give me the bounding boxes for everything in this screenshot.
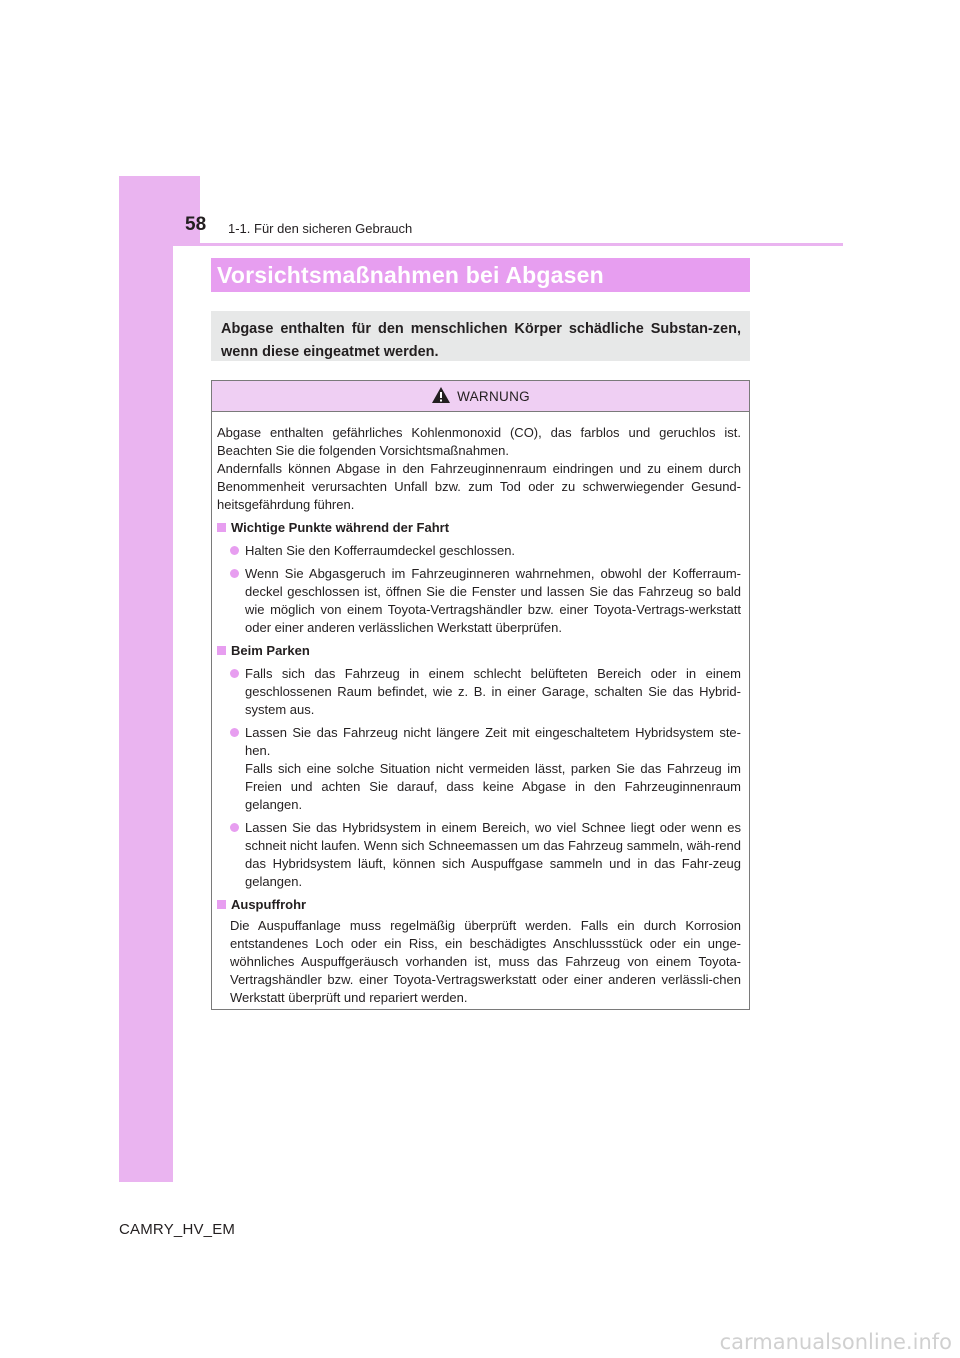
warning-title: WARNUNG	[457, 388, 530, 404]
list-item-text: Halten Sie den Kofferraumdeckel geschlossen.	[245, 543, 516, 558]
section-heading-text: Beim Parken	[231, 643, 310, 658]
page-title: Vorsichtsmaßnahmen bei Abgasen	[217, 261, 604, 288]
list-item-text: Wenn Sie Abgasgeruch im Fahrzeuginneren wahrnehmen, obwohl der Kofferraum-deckel geschlossen ist, öffnen Sie die Fenster und lassen Sie das Fahrzeug so bald wie möglich von einem Toyota-Vertragshändler bzw. einer Toyota-Vertrags-werkstatt oder einer anderen verlässlichen Werkstatt überprüfen.	[245, 566, 741, 635]
warning-box	[211, 380, 750, 1010]
side-color-band	[119, 176, 173, 1182]
warning-header	[212, 381, 749, 412]
list-item	[217, 724, 741, 814]
section-heading-text: Wichtige Punkte während der Fahrt	[231, 520, 450, 535]
round-bullet-icon	[230, 728, 239, 737]
title-banner	[211, 258, 750, 292]
list-item	[217, 565, 741, 637]
watermark: carmanualsonline.info	[719, 1330, 952, 1354]
list-item-line: Lassen Sie das Fahrzeug nicht längere Zeit mit eingeschaltetem Hybridsystem ste-hen.	[245, 725, 741, 758]
model-code: CAMRY_HV_EM	[119, 1221, 236, 1238]
intro-box	[211, 311, 750, 361]
round-bullet-icon	[230, 823, 239, 832]
round-bullet-icon	[230, 569, 239, 578]
warning-body	[212, 412, 749, 1007]
list-item-text: Falls sich das Fahrzeug in einem schlecht belüfteten Bereich oder in einem geschlossenen Raum befindet, wie z. B. in einer Garage, schalten Sie das Hybrid-system aus.	[245, 666, 741, 717]
header-rule	[119, 243, 843, 246]
warning-paragraph: Abgase enthalten gefährliches Kohlenmonoxid (CO), das farblos und geruchlos ist. Beachten Sie die folgenden Vorsichtsmaßnahmen.	[217, 425, 741, 458]
section-heading	[217, 896, 741, 914]
section-heading-text: Auspuffrohr	[231, 897, 307, 912]
list-item	[217, 819, 741, 891]
square-bullet-icon	[217, 523, 226, 532]
square-bullet-icon	[217, 646, 226, 655]
square-bullet-icon	[217, 900, 226, 909]
list-item-text: Lassen Sie das Hybridsystem in einem Bereich, wo viel Schnee liegt oder wenn es schneit nicht laufen. Wenn sich Schneemassen um das Fahrzeug sammeln, wäh-rend das Hybridsystem läuft, können sich Auspuffgase sammeln und in das Fahr-zeug gelangen.	[245, 820, 741, 889]
warning-triangle-icon	[431, 386, 451, 404]
intro-text: Abgase enthalten für den menschlichen Körper schädliche Substan-zen, wenn diese eingeatmet werden.	[221, 321, 741, 360]
section-heading	[217, 519, 741, 537]
list-item	[217, 542, 741, 560]
round-bullet-icon	[230, 669, 239, 678]
section-heading	[217, 642, 741, 660]
list-item	[217, 665, 741, 719]
warning-paragraph: Andernfalls können Abgase in den Fahrzeuginnenraum eindringen und zu einem durch Benommenheit verursachten Unfall bzw. zum Tod oder zu schwerwiegender Gesund-heitsgefährdung führen.	[217, 461, 741, 512]
section-text: Die Auspuffanlage muss regelmäßig überprüft werden. Falls ein durch Korrosion entstandenes Loch oder ein Riss, ein beschädigtes Anschlussstück oder ein unge-wöhnliches Auspuffgeräusch vorhanden ist, muss das Fahrzeug von einem Toyota-Vertragshändler bzw. einer Toyota-Vertragswerkstatt oder einer anderen verlässli-chen Werkstatt überprüft und repariert werden.	[230, 918, 741, 1005]
list-item-text	[245, 724, 741, 814]
list-item-line: Falls sich eine solche Situation nicht vermeiden lässt, parken Sie das Fahrzeug im Freien und achten Sie darauf, dass keine Abgase in den Fahrzeuginnenraum gelangen.	[245, 761, 741, 812]
section-label: 1-1. Für den sicheren Gebrauch	[228, 221, 413, 236]
page-number: 58	[185, 214, 207, 235]
round-bullet-icon	[230, 546, 239, 555]
